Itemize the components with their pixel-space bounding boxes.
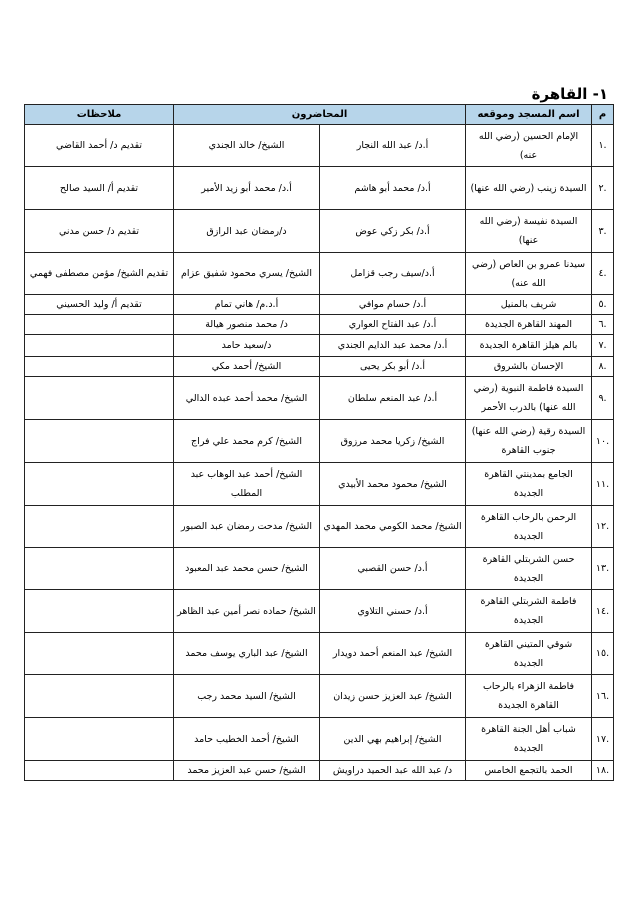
lecturer-cell-2: الشيخ/ حسن عبد العزيز محمد	[174, 761, 320, 781]
row-number: .٢	[592, 167, 614, 210]
mosque-cell: شوقي المتيني القاهرة الجديدة	[466, 633, 592, 675]
header-num: م	[592, 105, 614, 125]
lecturer-cell-1: أ.د/ عبد الفتاح العواري	[320, 315, 466, 335]
notes-cell: تقديم أ/ وليد الحسيني	[25, 295, 174, 315]
table-row	[25, 167, 614, 210]
mosque-cell: فاطمة الشربتلي القاهرة الجديدة	[466, 590, 592, 633]
table-row	[25, 718, 614, 761]
row-number: .٦	[592, 315, 614, 335]
mosque-cell: الجامع بمدينتي القاهرة الجديدة	[466, 463, 592, 506]
notes-cell	[25, 590, 174, 633]
row-number: .٩	[592, 377, 614, 420]
lecturer-cell-2: د/ محمد منصور هيالة	[174, 315, 320, 335]
row-number: .١٧	[592, 718, 614, 761]
lecturers-table	[24, 104, 614, 781]
lecturer-cell-1: الشيخ/ محمد الكومي محمد المهدي	[320, 506, 466, 548]
mosque-cell: الإحسان بالشروق	[466, 357, 592, 377]
lecturer-cell-2: الشيخ/ حسن محمد عبد المعبود	[174, 548, 320, 590]
lecturer-cell-1: الشيخ/ زكريا محمد مرزوق	[320, 420, 466, 463]
notes-cell	[25, 335, 174, 357]
mosque-cell: الرحمن بالرحاب القاهرة الجديدة	[466, 506, 592, 548]
lecturer-cell-1: أ.د/ عبد المنعم سلطان	[320, 377, 466, 420]
lecturer-cell-2: د/رمضان عبد الرازق	[174, 210, 320, 253]
header-lecturers: المحاضرون	[174, 105, 466, 125]
header-notes: ملاحظات	[25, 105, 174, 125]
lecturer-cell-1: أ.د/ محمد عبد الدايم الجندي	[320, 335, 466, 357]
row-number: .١٣	[592, 548, 614, 590]
table-header-row	[25, 105, 614, 125]
table-row	[25, 548, 614, 590]
notes-cell	[25, 315, 174, 335]
notes-cell	[25, 357, 174, 377]
row-number: .١٦	[592, 675, 614, 718]
section-title: ١- القاهرة	[531, 85, 608, 103]
notes-cell	[25, 548, 174, 590]
mosque-cell: بالم هيلز القاهرة الجديدة	[466, 335, 592, 357]
mosque-cell: الحمد بالتجمع الخامس	[466, 761, 592, 781]
notes-cell	[25, 377, 174, 420]
lecturer-cell-2: الشيخ/ خالد الجندي	[174, 125, 320, 167]
mosque-cell: شريف بالمنيل	[466, 295, 592, 315]
lecturer-cell-2: الشيخ/ محمد أحمد عبده الدالي	[174, 377, 320, 420]
mosque-cell: السيدة رقية (رضي الله عنها) جنوب القاهرة	[466, 420, 592, 463]
lecturer-cell-1: أ.د/ أبو بكر يحيى	[320, 357, 466, 377]
lecturer-cell-2: الشيخ/ أحمد مكي	[174, 357, 320, 377]
mosque-cell: شباب أهل الجنة القاهرة الجديدة	[466, 718, 592, 761]
lecturer-cell-2: أ.د/ محمد أبو زيد الأمير	[174, 167, 320, 210]
table-row	[25, 253, 614, 295]
row-number: .١٢	[592, 506, 614, 548]
lecturer-cell-1: أ.د/ حسام موافي	[320, 295, 466, 315]
mosque-cell: الإمام الحسين (رضي الله عنه)	[466, 125, 592, 167]
row-number: .١٨	[592, 761, 614, 781]
lecturer-cell-1: أ.د/سيف رجب قزامل	[320, 253, 466, 295]
table-row	[25, 295, 614, 315]
mosque-cell: السيدة نفيسة (رضي الله عنها)	[466, 210, 592, 253]
table-row	[25, 377, 614, 420]
row-number: .١٤	[592, 590, 614, 633]
lecturer-cell-2: د/سعيد حامد	[174, 335, 320, 357]
table-row	[25, 315, 614, 335]
header-mosque: اسم المسجد وموقعه	[466, 105, 592, 125]
table-row	[25, 335, 614, 357]
mosque-cell: المهند القاهرة الجديدة	[466, 315, 592, 335]
lecturer-cell-2: الشيخ/ السيد محمد رجب	[174, 675, 320, 718]
notes-cell	[25, 506, 174, 548]
lecturer-cell-1: أ.د/ حسن القصبي	[320, 548, 466, 590]
table-row	[25, 633, 614, 675]
lecturer-cell-2: الشيخ/ أحمد الخطيب حامد	[174, 718, 320, 761]
row-number: .٨	[592, 357, 614, 377]
table-row	[25, 210, 614, 253]
mosque-cell: سيدنا عمرو بن العاص (رضي الله عنه)	[466, 253, 592, 295]
notes-cell	[25, 420, 174, 463]
table-row	[25, 590, 614, 633]
notes-cell	[25, 675, 174, 718]
mosque-cell: السيدة فاطمة النبوية (رضي الله عنها) بالدرب الأحمر	[466, 377, 592, 420]
table-row	[25, 420, 614, 463]
lecturer-cell-2: الشيخ/ أحمد عبد الوهاب عبد المطلب	[174, 463, 320, 506]
lecturer-cell-1: أ.د/ بكر زكي عوض	[320, 210, 466, 253]
row-number: .٣	[592, 210, 614, 253]
row-number: .٤	[592, 253, 614, 295]
lecturer-cell-2: أ.د.م/ هاني تمام	[174, 295, 320, 315]
table-row	[25, 675, 614, 718]
table-row	[25, 125, 614, 167]
lecturer-cell-2: الشيخ/ يسري محمود شفيق عزام	[174, 253, 320, 295]
notes-cell: تقديم د/ حسن مدني	[25, 210, 174, 253]
notes-cell	[25, 761, 174, 781]
lecturer-cell-1: د/ عبد الله عبد الحميد دراويش	[320, 761, 466, 781]
lecturer-cell-1: أ.د/ حسني التلاوي	[320, 590, 466, 633]
lecturer-cell-1: الشيخ/ عبد العزيز حسن زيدان	[320, 675, 466, 718]
table-row	[25, 506, 614, 548]
row-number: .١١	[592, 463, 614, 506]
table-row	[25, 357, 614, 377]
lecturer-cell-1: الشيخ/ محمود محمد الأبيدي	[320, 463, 466, 506]
mosque-cell: حسن الشربتلي القاهرة الجديدة	[466, 548, 592, 590]
row-number: .٥	[592, 295, 614, 315]
lecturer-cell-1: الشيخ/ عبد المنعم أحمد دويدار	[320, 633, 466, 675]
notes-cell: تقديم الشيخ/ مؤمن مصطفى فهمي	[25, 253, 174, 295]
notes-cell	[25, 463, 174, 506]
mosque-cell: السيدة زينب (رضي الله عنها)	[466, 167, 592, 210]
notes-cell	[25, 718, 174, 761]
lecturer-cell-2: الشيخ/ حماده نصر أمين عبد الظاهر	[174, 590, 320, 633]
mosque-cell: فاطمة الزهراء بالرحاب القاهرة الجديدة	[466, 675, 592, 718]
lecturer-cell-1: الشيخ/ إبراهيم بهي الدين	[320, 718, 466, 761]
notes-cell: تقديم أ/ السيد صالح	[25, 167, 174, 210]
notes-cell	[25, 633, 174, 675]
notes-cell: تقديم د/ أحمد القاضي	[25, 125, 174, 167]
lecturer-cell-2: الشيخ/ مدحت رمضان عبد الصبور	[174, 506, 320, 548]
lecturer-cell-1: أ.د/ عبد الله النجار	[320, 125, 466, 167]
row-number: .١	[592, 125, 614, 167]
lecturer-cell-2: الشيخ/ عبد الباري يوسف محمد	[174, 633, 320, 675]
row-number: .١٠	[592, 420, 614, 463]
row-number: .٧	[592, 335, 614, 357]
table-row	[25, 761, 614, 781]
row-number: .١٥	[592, 633, 614, 675]
lecturer-cell-2: الشيخ/ كرم محمد علي فراج	[174, 420, 320, 463]
lecturer-cell-1: أ.د/ محمد أبو هاشم	[320, 167, 466, 210]
table-row	[25, 463, 614, 506]
